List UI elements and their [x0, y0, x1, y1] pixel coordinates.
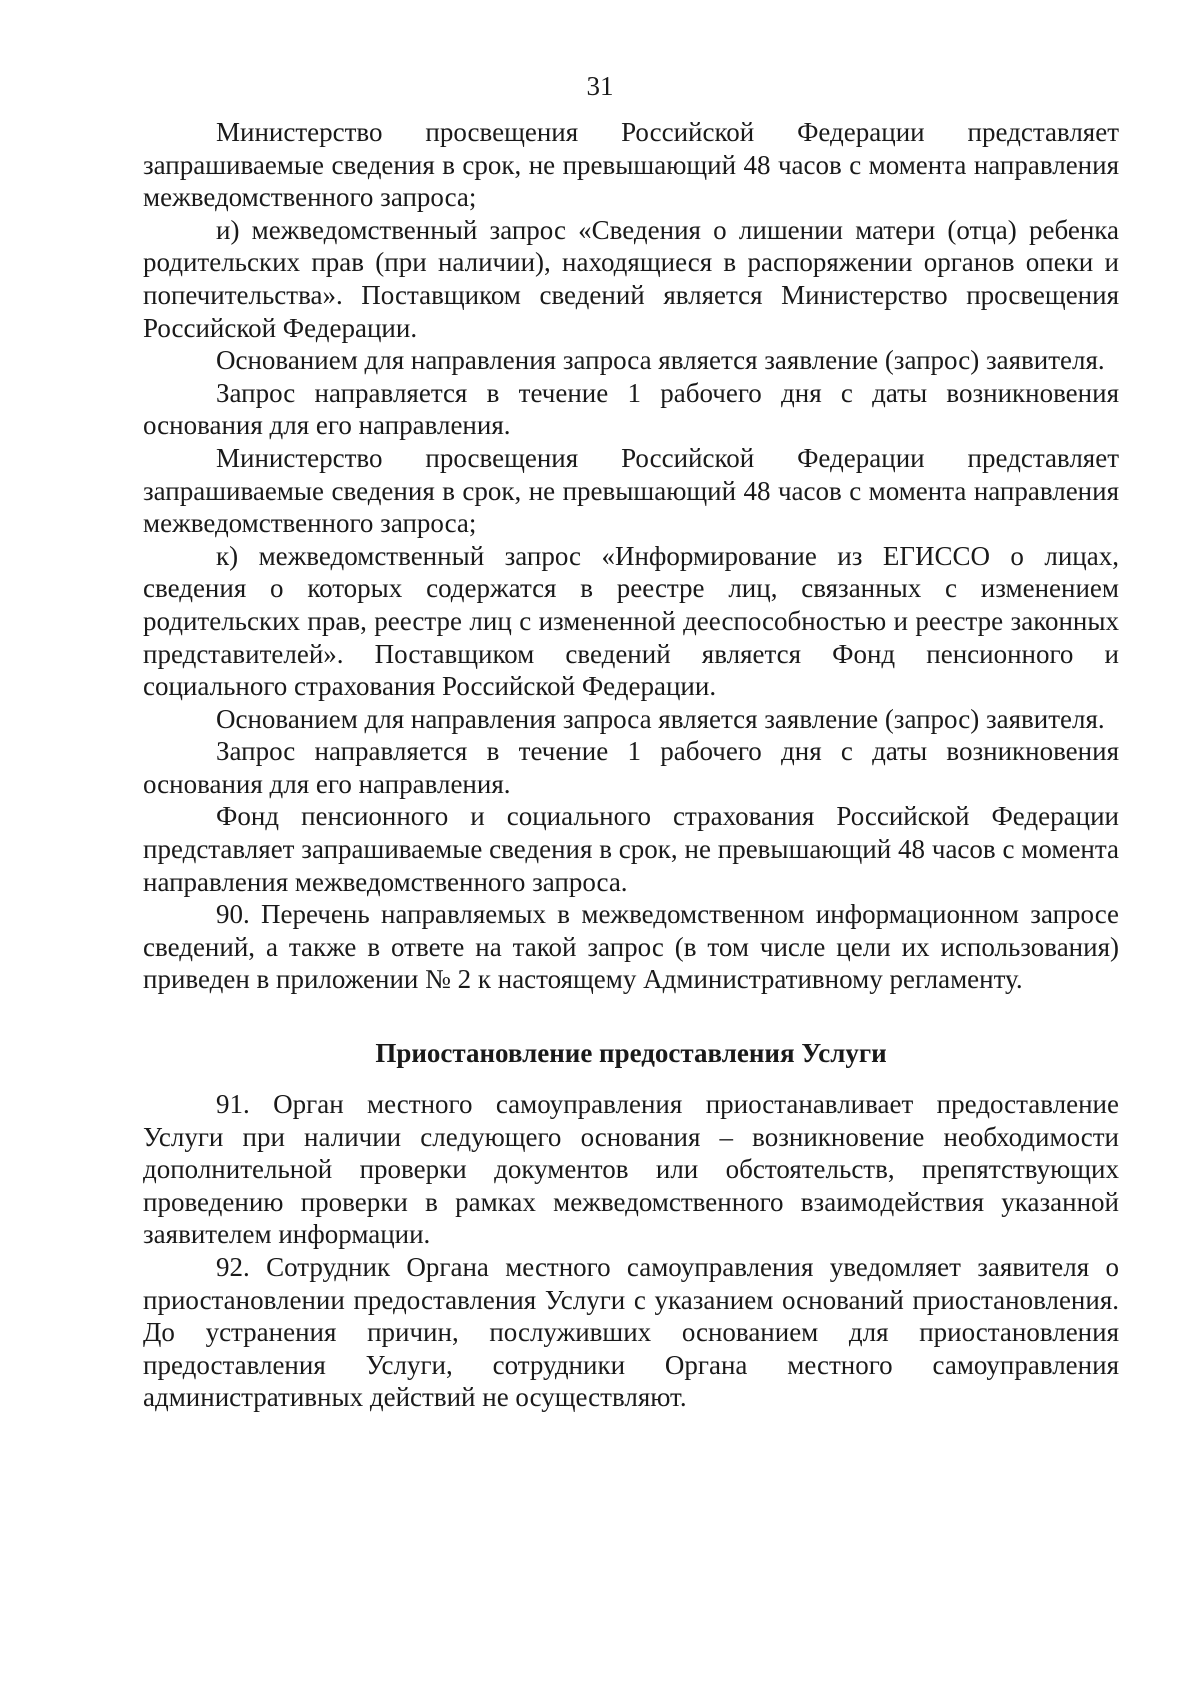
paragraph-timing-2: Запрос направляется в течение 1 рабочего дня с даты возникновения основания для его направления. [143, 736, 1119, 799]
paragraph-ministry-deadline-2: Министерство просвещения Российской Федерации представляет запрашиваемые сведения в срок, не превышающий 48 часов с момента направления межведомственного запроса; [143, 442, 1119, 539]
page-number: 31 [586, 71, 614, 101]
paragraph-ministry-deadline-1: Министерство просвещения Российской Федерации представляет запрашиваемые сведения в срок, не превышающий 48 часов с момента направления межведомственного запроса; [143, 117, 1119, 213]
paragraph-basis-2: Основанием для направления запроса является заявление (запрос) заявителя. [216, 703, 1105, 734]
paragraph-90: 90. Перечень направляемых в межведомственном информационном запросе сведений, а также в ответе на такой запрос (в том числе цели их использования) приведен в приложении № 2 к настоящему Административному регламенту. [143, 899, 1119, 995]
document-body [143, 116, 1119, 1414]
section-heading: Приостановление предоставления Услуги [375, 1038, 887, 1069]
paragraph-91: 91. Орган местного самоуправления приостанавливает предоставление Услуги при наличии следующего основания – возникновение необходимости дополнительной проверки документов или обстоятельств, препятствующих проведению проверки в рамках межведомственного взаимодействия указанной заявителем информации. [143, 1089, 1119, 1250]
paragraph-request-i: и) межведомственный запрос «Сведения о лишении матери (отца) ребенка родительских прав (при наличии), находящиеся в распоряжении органов опеки и попечительства». Поставщиком сведений является Министерство просвещения Российской Федерации. [143, 214, 1119, 343]
paragraph-92: 92. Сотрудник Органа местного самоуправления уведомляет заявителя о приостановлении предоставления Услуги с указанием оснований приостановления. До устранения причин, послуживших основанием для приостановления предоставления Услуги, сотрудники Органа местного самоуправления административных действий не осуществляют. [143, 1252, 1119, 1413]
paragraph-basis-1: Основанием для направления запроса является заявление (запрос) заявителя. [216, 345, 1105, 376]
paragraph-timing-1: Запрос направляется в течение 1 рабочего дня с даты возникновения основания для его направления. [143, 377, 1119, 441]
paragraph-request-k: к) межведомственный запрос «Информирование из ЕГИССО о лицах, сведения о которых содержатся в реестре лиц, связанных с изменением родительских прав, реестре лиц с измененной дееспособностью и реестре законных представителей». Поставщиком сведений является Фонд пенсионного и социального страхования Российской Федерации. [143, 540, 1119, 702]
paragraph-fund-deadline: Фонд пенсионного и социального страхования Российской Федерации представляет запрашиваемые сведения в срок, не превышающий 48 часов с момента направления межведомственного запроса. [143, 801, 1119, 897]
